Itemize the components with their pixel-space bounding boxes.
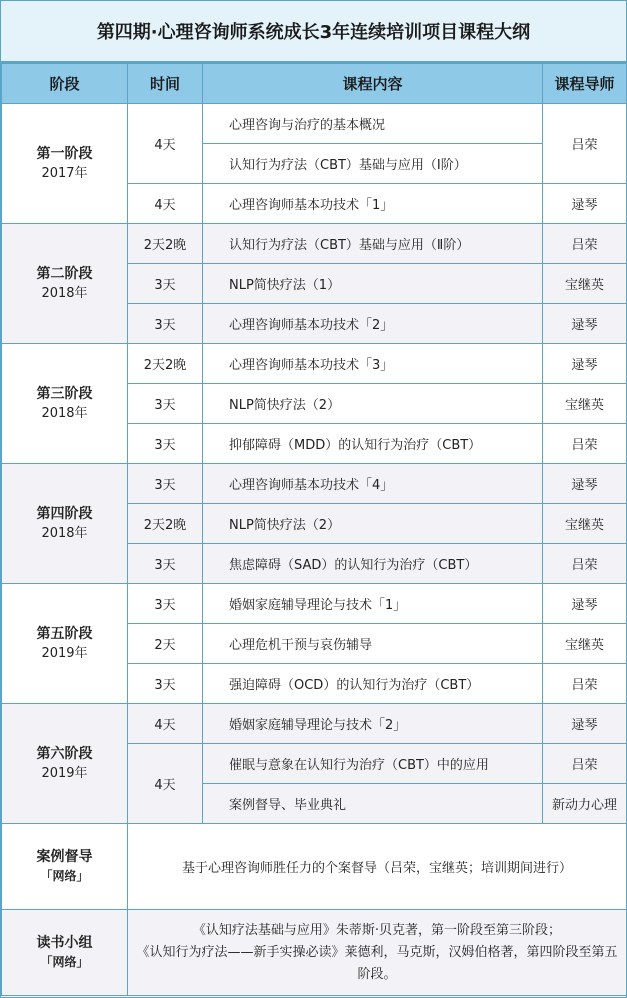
teacher-cell: 宝继英 [543,624,627,664]
stage-cell [2,464,128,584]
teacher-cell: 逯琴 [543,464,627,504]
teacher-cell: 逯琴 [543,344,627,384]
supervision-row [2,824,627,910]
teacher-cell: 吕荣 [543,544,627,584]
table-row [2,704,627,744]
time-cell: 3天 [128,384,203,424]
content-cell: 焦虑障碍（SAD）的认知行为治疗（CBT） [203,544,543,584]
table-row [2,464,627,504]
stage-cell [2,344,128,464]
content-cell: 心理咨询师基本功技术「2」 [203,304,543,344]
table-row [2,104,627,144]
supervision-name: 案例督导 [36,848,93,865]
teacher-cell: 逯琴 [543,704,627,744]
reading-label-cell [2,910,128,996]
time-cell: 2天 [128,624,203,664]
teacher-cell: 逯琴 [543,584,627,624]
header-stage: 阶段 [2,64,128,104]
stage-year: 2019年 [41,645,88,661]
time-cell: 3天 [128,664,203,704]
content-cell: 强迫障碍（OCD）的认知行为治疗（CBT） [203,664,543,704]
time-cell: 2天2晚 [128,504,203,544]
content-cell: 抑郁障碍（MDD）的认知行为治疗（CBT） [203,424,543,464]
teacher-cell: 宝继英 [543,264,627,304]
stage-name: 第二阶段 [36,265,93,282]
stage-name: 第一阶段 [36,145,93,162]
stage-year: 2018年 [41,405,88,421]
teacher-cell: 宝继英 [543,504,627,544]
supervision-tag: 「网络」 [40,868,89,883]
header-time: 时间 [128,64,203,104]
content-cell: 认知行为疗法（CBT）基础与应用（Ⅱ阶） [203,224,543,264]
header-teacher: 课程导师 [543,64,627,104]
time-cell: 3天 [128,264,203,304]
reading-name: 读书小组 [36,934,93,951]
teacher-cell: 新动力心理 [543,784,627,824]
time-cell: 4天 [128,104,203,184]
stage-year: 2017年 [41,165,88,181]
teacher-cell: 吕荣 [543,104,627,184]
time-cell: 2天2晚 [128,224,203,264]
content-cell: 婚姻家庭辅导理论与技术「2」 [203,704,543,744]
time-cell: 3天 [128,464,203,504]
supervision-desc: 基于心理咨询师胜任力的个案督导（吕荣，宝继英；培训期间进行） [128,824,627,910]
table-row [2,224,627,264]
header-content: 课程内容 [203,64,543,104]
stage-name: 第六阶段 [36,745,93,762]
content-cell: 催眠与意象在认知行为治疗（CBT）中的应用 [203,744,543,784]
content-cell: 心理咨询师基本功技术「1」 [203,184,543,224]
teacher-cell: 吕荣 [543,744,627,784]
teacher-cell: 吕荣 [543,424,627,464]
time-cell: 4天 [128,184,203,224]
teacher-cell: 逯琴 [543,304,627,344]
page-title: 第四期·心理咨询师系统成长3年连续培训项目课程大纲 [1,1,626,63]
content-cell: NLP简快疗法（1） [203,264,543,304]
teacher-cell: 逯琴 [543,184,627,224]
stage-name: 第五阶段 [36,625,93,642]
table-row [2,344,627,384]
stage-year: 2018年 [41,285,88,301]
reading-row [2,910,627,996]
content-cell: NLP简快疗法（2） [203,384,543,424]
time-cell: 2天2晚 [128,344,203,384]
time-cell: 3天 [128,424,203,464]
time-cell: 3天 [128,544,203,584]
teacher-cell: 吕荣 [543,224,627,264]
stage-name: 第三阶段 [36,385,93,402]
content-cell: 案例督导、毕业典礼 [203,784,543,824]
content-cell: 心理咨询师基本功技术「4」 [203,464,543,504]
stage-name: 第四阶段 [36,505,93,522]
content-cell: 心理咨询与治疗的基本概况 [203,104,543,144]
content-cell: 认知行为疗法（CBT）基础与应用（Ⅰ阶） [203,144,543,184]
content-cell: 心理危机干预与哀伤辅导 [203,624,543,664]
time-cell: 3天 [128,584,203,624]
time-cell: 4天 [128,744,203,824]
stage-cell [2,704,128,824]
content-cell: NLP简快疗法（2） [203,504,543,544]
stage-year: 2018年 [41,525,88,541]
time-cell: 4天 [128,704,203,744]
stage-cell [2,584,128,704]
reading-desc-cell [128,910,627,996]
time-cell: 3天 [128,304,203,344]
reading-book-1: 《认知疗法基础与应用》朱蒂斯·贝克著，第一阶段至第三阶段； [192,922,562,938]
reading-book-2: 《认知行为疗法——新手实操必读》莱德利，马克斯，汉姆伯格著，第四阶段至第五阶段。 [136,944,618,982]
supervision-label-cell [2,824,128,910]
content-cell: 心理咨询师基本功技术「3」 [203,344,543,384]
header-row [2,64,627,104]
stage-cell [2,224,128,344]
teacher-cell: 宝继英 [543,384,627,424]
syllabus-table [1,63,627,996]
content-cell: 婚姻家庭辅导理论与技术「1」 [203,584,543,624]
table-row [2,584,627,624]
stage-year: 2019年 [41,765,88,781]
teacher-cell: 吕荣 [543,664,627,704]
reading-tag: 「网络」 [40,954,89,969]
stage-cell [2,104,128,224]
